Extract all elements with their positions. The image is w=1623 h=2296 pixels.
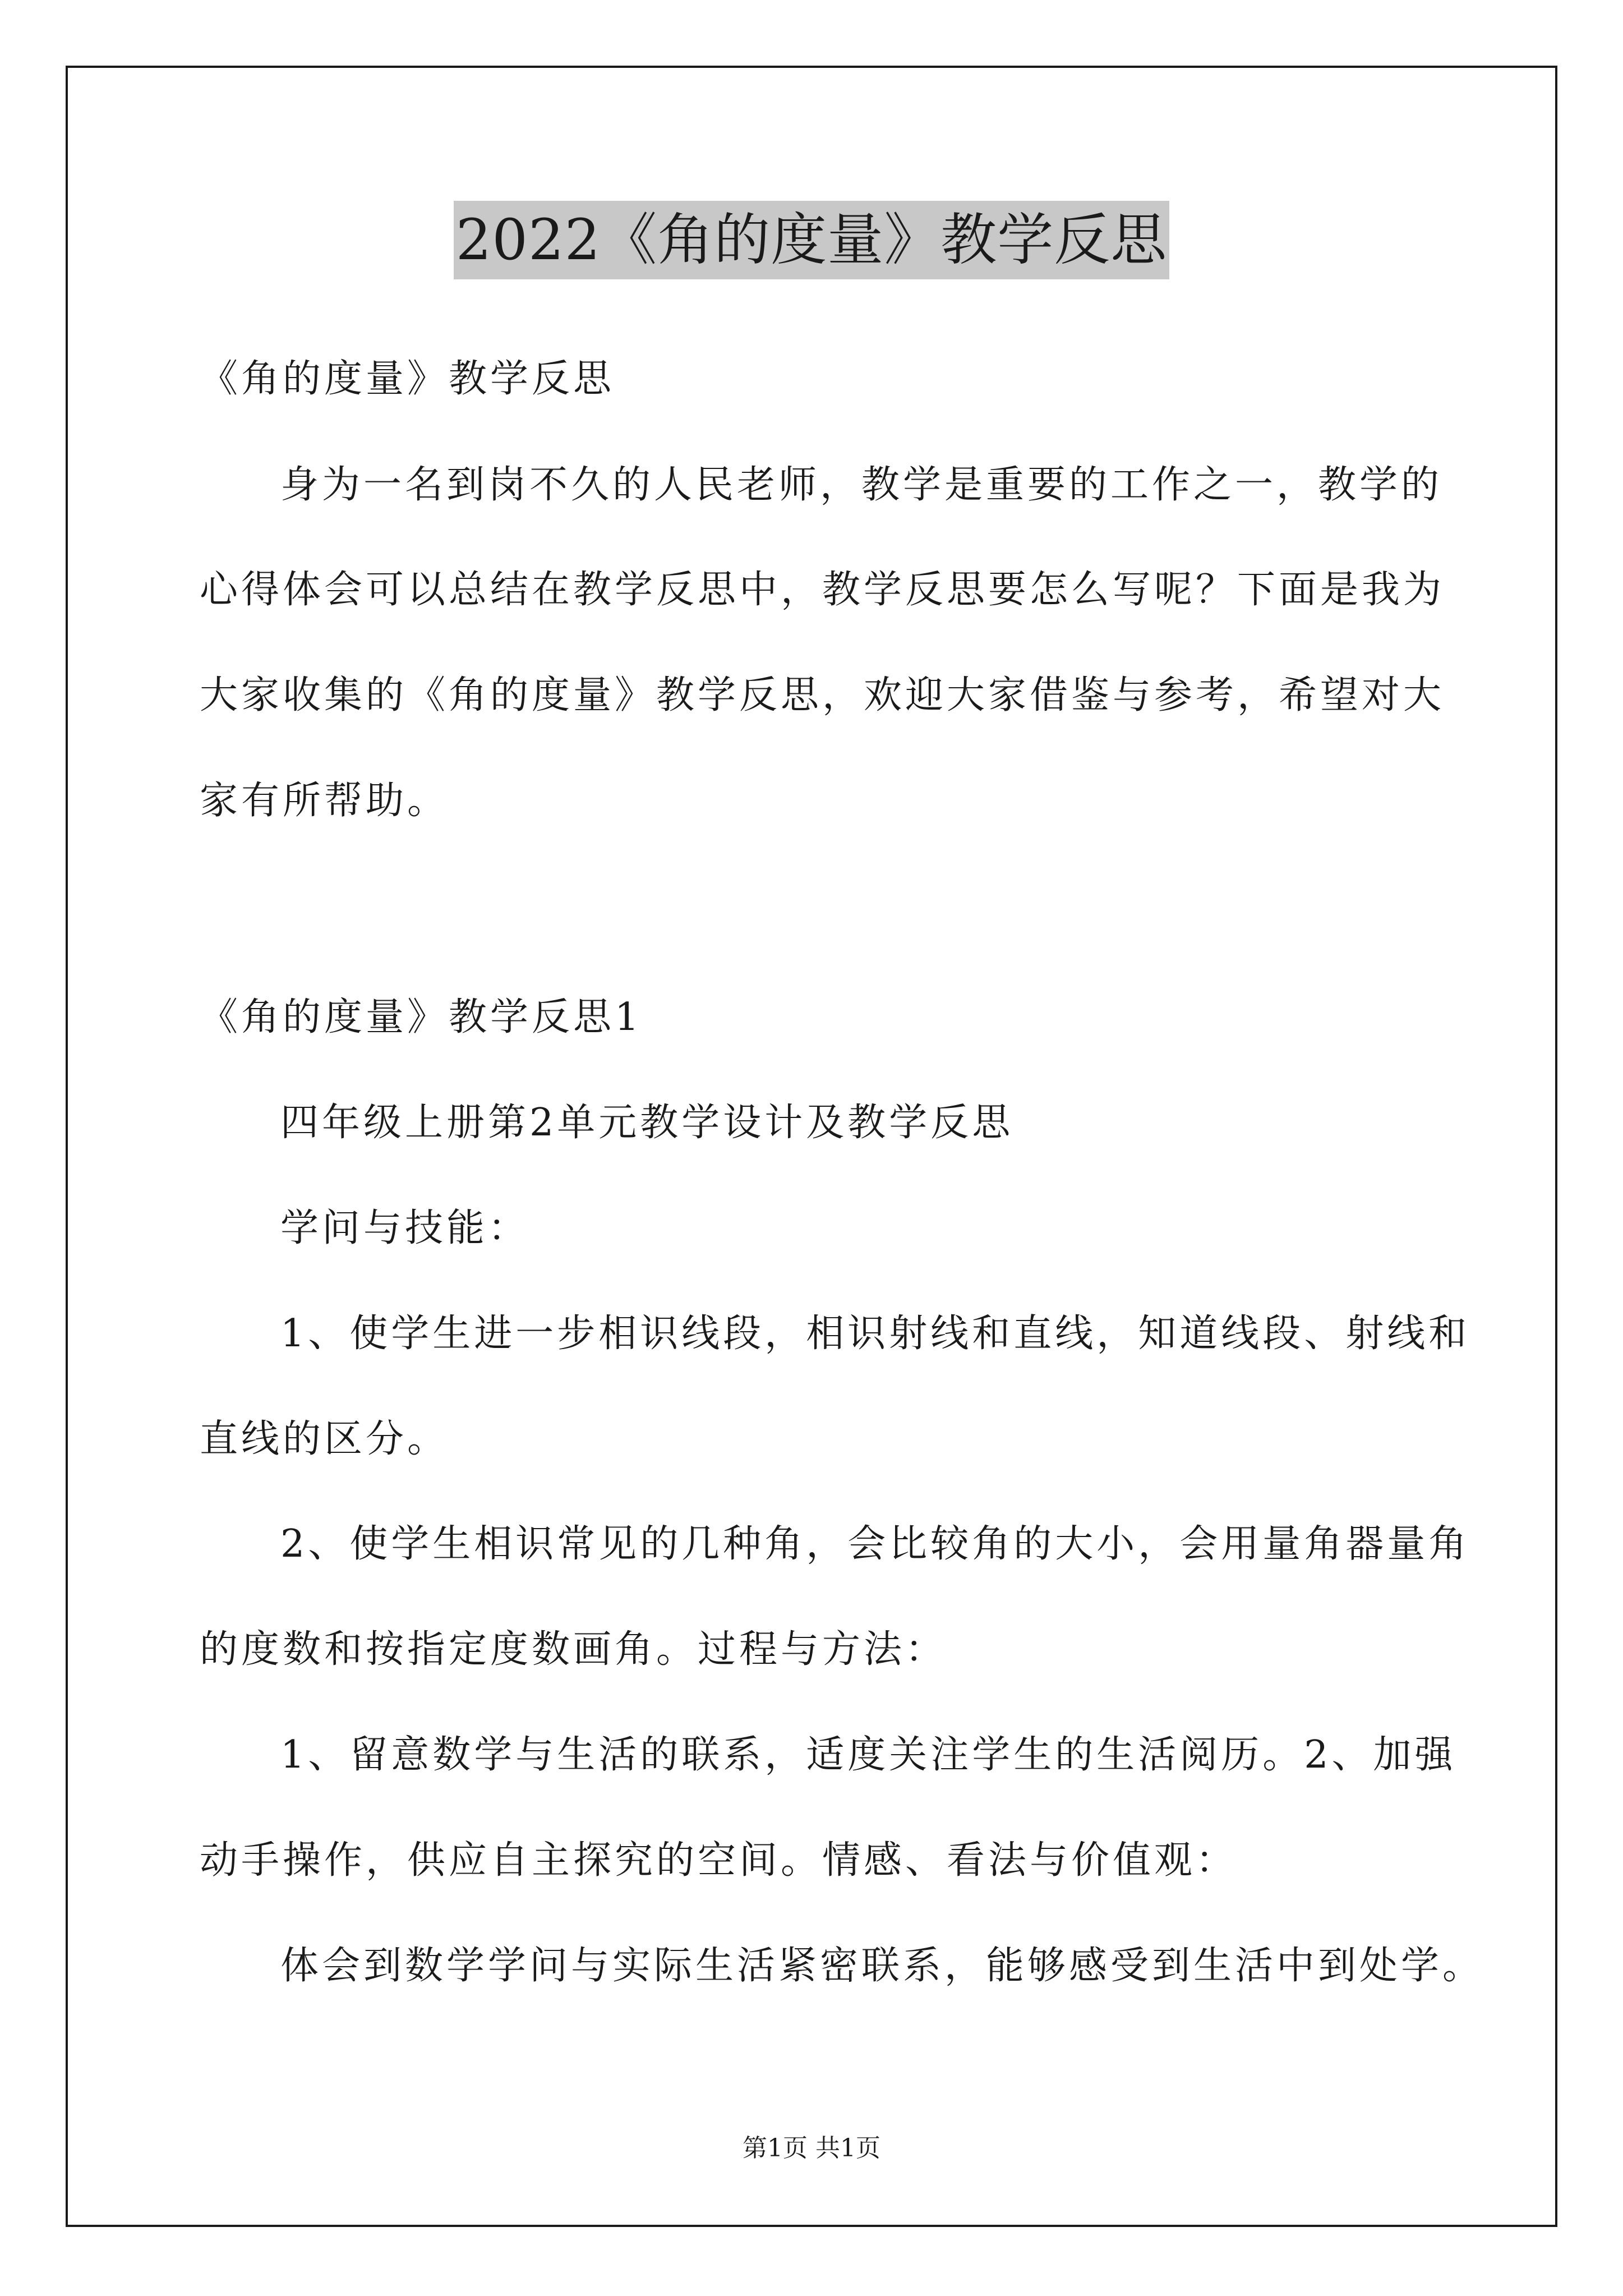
intro-line-3: 大家收集的《角的度量》教学反思，欢迎大家借鉴与参考，希望对大: [200, 673, 1445, 717]
document-title: 2022《角的度量》教学反思: [454, 201, 1170, 279]
intro-line-2: 心得体会可以总结在教学反思中，教学反思要怎么写呢？下面是我为: [200, 568, 1445, 612]
title-container: [0, 201, 1623, 279]
body-line-5: 2、使学生相识常见的几种角，会比较角的大小，会用量角器量角: [280, 1522, 1470, 1566]
document-subtitle: 《角的度量》教学反思: [200, 357, 615, 401]
body-line-3: 1、使学生进一步相识线段，相识射线和直线，知道线段、射线和: [280, 1312, 1470, 1356]
intro-line-4: 家有所帮助。: [200, 779, 449, 823]
page-footer: 第1页 共1页: [743, 2134, 880, 2162]
body-line-7: 1、留意数学与生活的联系，适度关注学生的生活阅历。2、加强: [280, 1733, 1456, 1777]
body-line-4: 直线的区分。: [200, 1417, 449, 1461]
body-line-1: 四年级上册第2单元教学设计及教学反思: [280, 1101, 1014, 1145]
intro-line-1: 身为一名到岗不久的人民老师，教学是重要的工作之一，教学的: [280, 463, 1443, 507]
section-heading: 《角的度量》教学反思1: [200, 995, 643, 1039]
body-line-8: 动手操作，供应自主探究的空间。情感、看法与价值观：: [200, 1838, 1238, 1883]
body-line-2: 学问与技能：: [280, 1206, 530, 1250]
body-line-9: 体会到数学学问与实际生活紧密联系，能够感受到生活中到处学。: [280, 1944, 1484, 1988]
body-line-6: 的度数和按指定度数画角。过程与方法：: [200, 1627, 947, 1672]
